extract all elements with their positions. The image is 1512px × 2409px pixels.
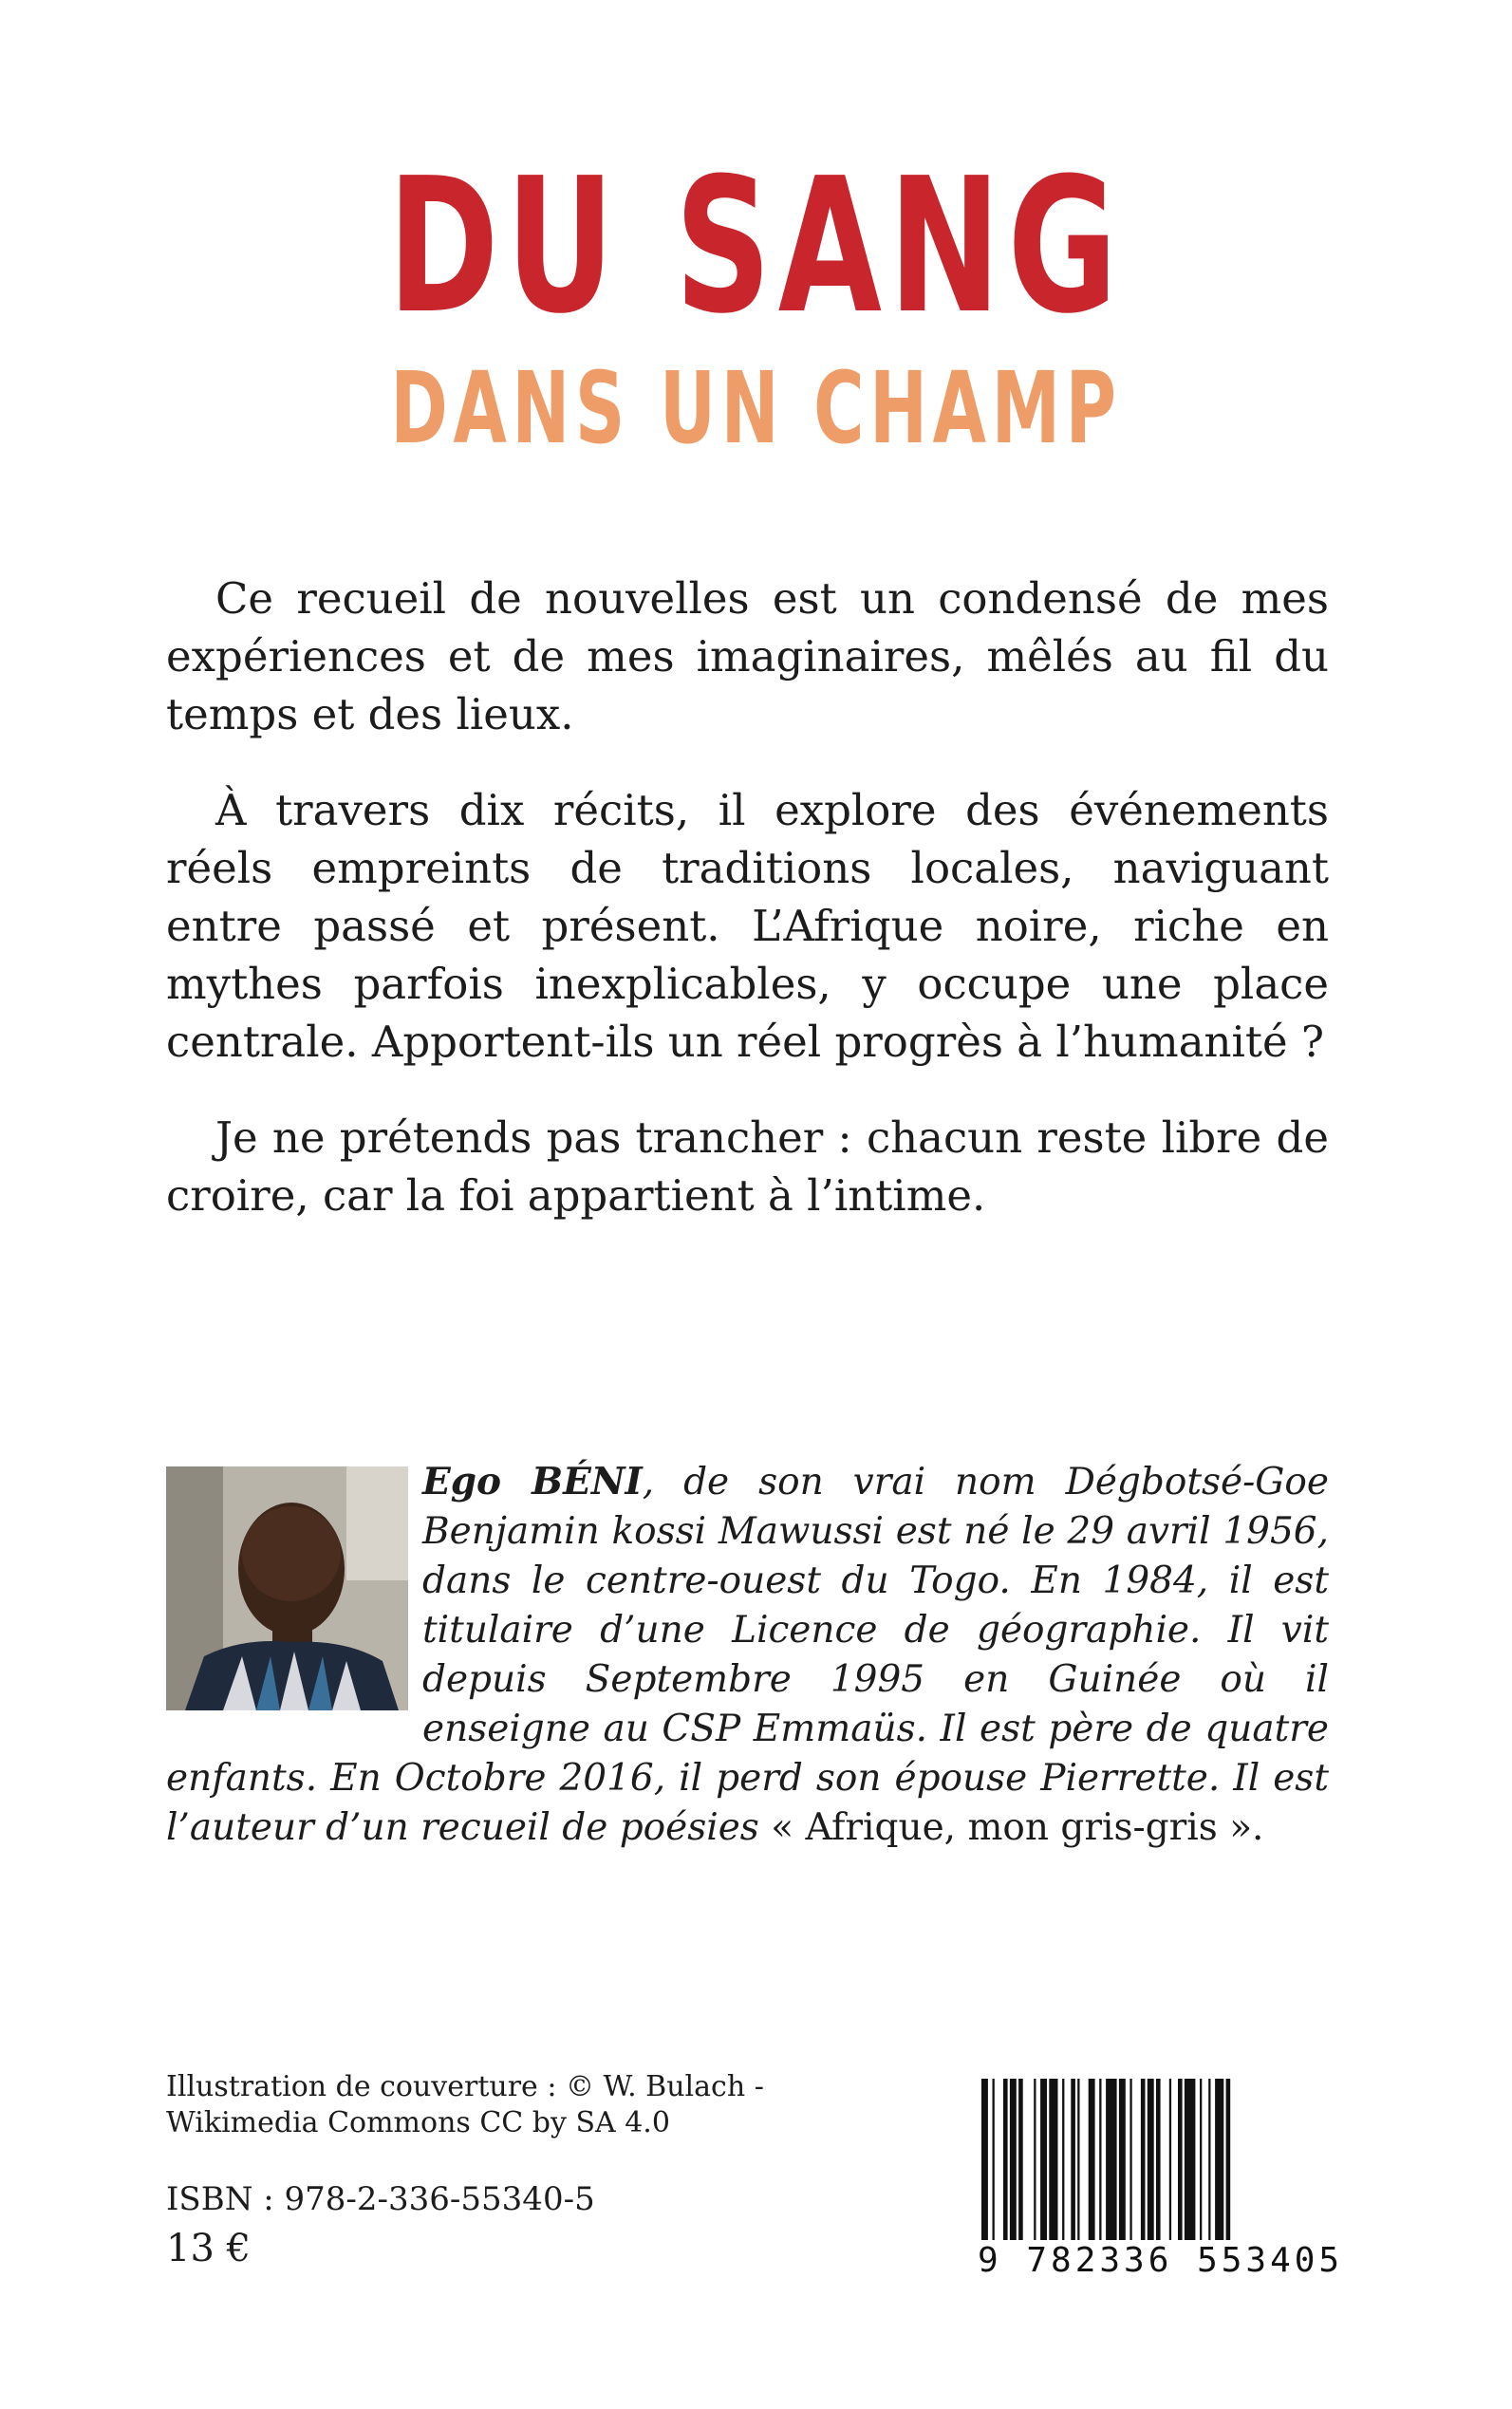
barcode-bar [981,2079,988,2240]
barcode-bar [1129,2079,1131,2240]
blurb-paragraph: Ce recueil de nouvelles est un condensé de mes expériences et de mes imaginaires, mêlés au fil du temps et des lieux. [166,573,1329,739]
barcode-bar [1040,2079,1047,2240]
barcode-bar [1062,2079,1064,2240]
barcode-bar [1169,2079,1171,2240]
book-title [0,139,1512,466]
blurb-paragraph: À travers dix récits, il explore des événements réels empreints de traditions locales, naviguant entre passé et présent. L’Afrique noire, riche en mythes parfois inexplicables, y occupe une place centrale. Apportent-ils un réel progrès à l’humanité ? [166,785,1329,1067]
barcode-bar [1185,2079,1196,2240]
blurb-paragraph: Je ne prétends pas trancher : chacun reste libre de croire, car la foi appartient à l’intime. [166,1112,1329,1221]
price: 13 € [166,2227,252,2270]
barcode-bar [993,2079,995,2240]
credit-line-2: Wikimedia Commons CC by SA 4.0 [166,2106,670,2139]
barcode-bar [1119,2079,1126,2240]
barcode-bar [1034,2079,1036,2240]
barcode-bar [1099,2079,1101,2240]
author-bio [166,1457,1329,1853]
barcode-digits: 9 782336 553405 [978,2241,1344,2280]
author-bio-text: , de son vrai nom Dégbotsé-Goe Benjamin kossi Mawussi est né le 29 avril 1956, dans le centre-ouest du Togo. En 1984, il est titulaire d’une Licence de géographie. Il vit depuis Septembre 1995 en Guinée où il enseigne au CSP Emmaüs. Il est père de quatre enfants. En Octobre 2016, il perd son épouse Pierrette. Il est l’auteur d’un recueil de poésies [166,1461,1329,1849]
title-main: DU SANG [387,139,1125,355]
barcode-bar [1049,2079,1057,2240]
barcode-bar [1200,2079,1202,2240]
barcode-bar [1148,2079,1154,2240]
barcode-bar [1156,2079,1161,2240]
credit-line-1: Illustration de couverture : © W. Bulach - [166,2070,764,2103]
isbn: ISBN : 978-2-336-55340-5 [166,2180,595,2218]
barcode-bar [1208,2079,1210,2240]
barcode-bar [1215,2079,1223,2240]
barcode-icon [978,2079,1327,2240]
barcode-bar [1003,2079,1008,2240]
barcode-bar [1141,2079,1146,2240]
author-book-quote: « Afrique, mon gris-gris ». [771,1806,1264,1849]
barcode-bar [1077,2079,1079,2240]
barcode-bar [1010,2079,1017,2240]
barcode-bar [1178,2079,1183,2240]
barcode-bar [1089,2079,1095,2240]
barcode-bar [1018,2079,1023,2240]
cover-credit [166,2069,831,2141]
back-cover-blurb [166,570,1329,1262]
title-subtitle: DANS UN CHAMP [390,350,1122,466]
barcode-bar [1226,2079,1231,2240]
author-name: Ego BÉNI [422,1460,643,1503]
barcode-bar [1071,2079,1075,2240]
photo-spacer [166,1457,422,1742]
barcode [978,2079,1344,2288]
barcode-bar [1106,2079,1117,2240]
